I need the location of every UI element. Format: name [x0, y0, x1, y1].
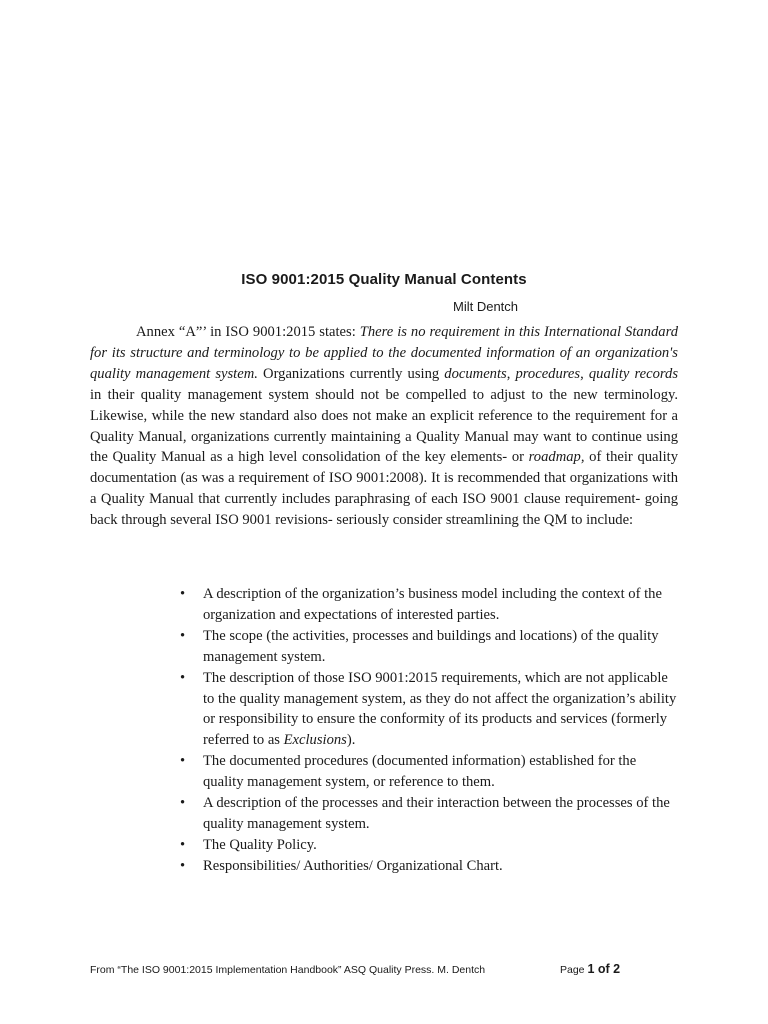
- list-item: [180, 626, 680, 668]
- bullet-icon: •: [180, 795, 186, 812]
- list-item: [180, 751, 680, 793]
- paragraph-italic-term: quality records: [588, 365, 679, 382]
- list-item: [180, 835, 680, 856]
- paragraph-italic-term: procedures: [515, 365, 581, 382]
- paragraph-text: Annex “A”’ in ISO 9001:2015 states:: [136, 324, 360, 340]
- bullet-icon: •: [180, 836, 186, 853]
- paragraph-text: in their quality management system should not be compelled to adjust to the new terminology. Likewise, while the new standard also does not make an explicit reference to the requirement for a Quality Manual, organizations currently maintaining a Quality Manual may want to continue using the Quality Manual as a high level consolidation of the key elements- or: [90, 386, 678, 466]
- page-number: 1 of 2: [587, 962, 621, 976]
- bullet-icon: •: [180, 669, 186, 686]
- list-item-text: The Quality Policy.: [203, 836, 317, 853]
- footer-source: From “The ISO 9001:2015 Implementation Handbook” ASQ Quality Press. M. Dentch: [90, 964, 486, 976]
- list-item-text: A description of the organization’s business model including the context of the organization and expectations of interested parties.: [203, 586, 662, 623]
- bullet-icon: •: [180, 857, 186, 874]
- paragraph-text: Organizations currently using: [257, 365, 445, 382]
- list-item-text: The documented procedures (documented information) established for the quality management system, or reference to them.: [203, 753, 637, 791]
- list-item-text: The scope (the activities, processes and buildings and locations) of the quality management system.: [203, 627, 659, 665]
- list-item-italic-term: Exclusions: [283, 732, 347, 749]
- page-indicator: [560, 962, 620, 976]
- list-item: [180, 856, 680, 877]
- paragraph-italic-term: documents: [444, 365, 507, 382]
- document-title: ISO 9001:2015 Quality Manual Contents: [241, 271, 527, 288]
- bullet-icon: •: [180, 586, 186, 602]
- bullet-icon: •: [180, 753, 186, 770]
- intro-paragraph: [90, 322, 678, 531]
- list-item-text: The description of those ISO 9001:2015 requirements, which are not applicable to the quality management system, as they do not affect the organization’s ability or responsibility to ensure the conformity of its products and services (formerly referred to as: [203, 669, 677, 749]
- list-item: [180, 584, 680, 626]
- list-item: [180, 793, 680, 835]
- contents-bullet-list: [180, 584, 680, 877]
- paragraph-text: ,: [580, 365, 589, 382]
- paragraph-italic-term: roadmap,: [528, 449, 585, 466]
- bullet-icon: •: [180, 627, 186, 644]
- list-item: [180, 668, 680, 752]
- list-item-text: A description of the processes and their interaction between the processes of the quality management system.: [203, 795, 670, 832]
- list-item-text: Responsibilities/ Authorities/ Organizational Chart.: [203, 857, 503, 874]
- paragraph-text: ,: [506, 365, 516, 382]
- page-label: Page: [560, 964, 585, 976]
- list-item-text: ).: [346, 732, 356, 749]
- paragraph-italic-quote: There is no requirement in this International Standard for its structure and terminology to be applied to the documented information of an organization's quality management system.: [90, 324, 679, 382]
- paragraph-text: of their quality documentation (as was a requirement of ISO 9001:2008). It is recommended that organizations with a Quality Manual that currently includes paraphrasing of each ISO 9001 clause requirement- going back through several ISO 9001 revisions- seriously consider streamlining the QM to include:: [90, 449, 678, 529]
- author-name: Milt Dentch: [453, 299, 519, 314]
